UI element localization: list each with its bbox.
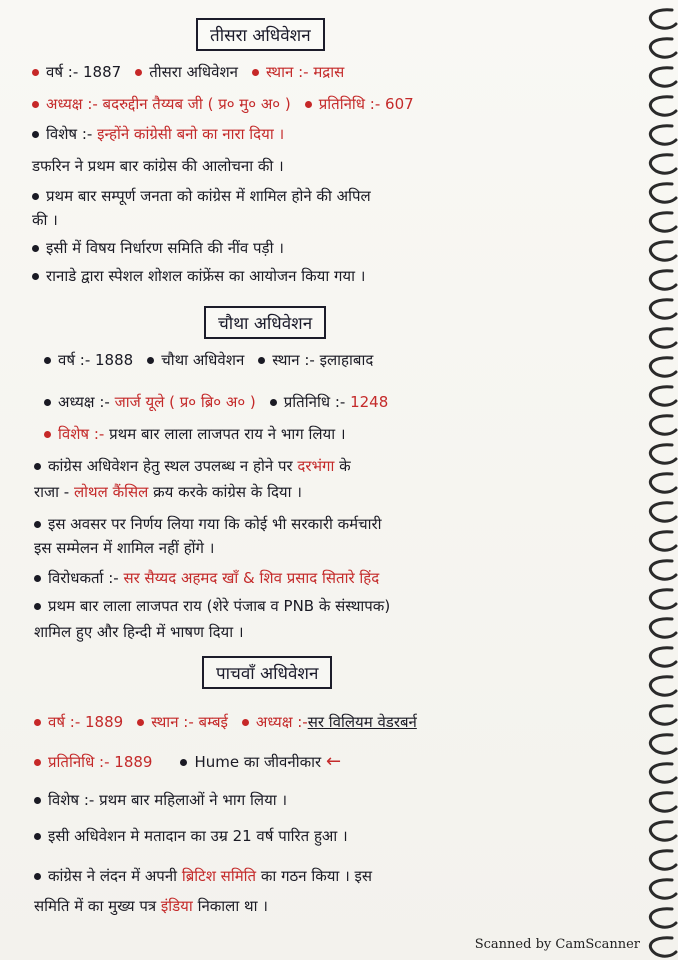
section4-line6	[34, 568, 379, 588]
spiral-ring	[650, 358, 676, 376]
bullet	[34, 463, 41, 470]
note-text: इसी अधिवेशन मे मतादान का उम्र 21 वर्ष पारित हुआ ।	[48, 827, 348, 845]
section5-line2	[34, 752, 341, 772]
section5-line5a	[34, 866, 372, 886]
section4-line5b	[34, 538, 214, 558]
section4-line4a	[34, 456, 351, 476]
note-text: डफरिन ने प्रथम बार कांग्रेस की आलोचना की ।	[32, 157, 284, 175]
bullet	[44, 431, 51, 438]
section3-line1	[32, 62, 344, 82]
session-text: चौथा अधिवेशन	[161, 351, 245, 369]
special-text: इन्होंने कांग्रेसी बनो का नारा दिया ।	[97, 125, 285, 143]
section3-line5a	[32, 186, 371, 206]
spiral-ring	[650, 68, 676, 86]
section3-line2	[32, 94, 414, 114]
bullet	[135, 69, 142, 76]
paper-name: इंडिया	[160, 897, 193, 915]
note-text: इसी में विषय निर्धारण समिति की नींव पड़ी ।	[46, 239, 284, 257]
note-text: की ।	[32, 211, 58, 229]
spiral-ring	[650, 416, 676, 434]
bullet	[258, 357, 265, 364]
spiral-ring	[650, 271, 676, 289]
note-text: प्रथम बार लाला लाजपत राय (शेरे पंजाब व PNB के संस्थापक)	[48, 597, 391, 615]
special-label: विशेष :-	[46, 125, 93, 143]
delegates-count: 1248	[350, 393, 389, 411]
biographer-note: Hume का जीवनीकार	[194, 753, 322, 771]
spiral-ring	[650, 155, 676, 173]
bullet	[32, 101, 39, 108]
scanner-watermark: Scanned by CamScanner	[474, 937, 640, 952]
note-text: रानाडे द्वारा स्पेशल शोशल कांफ्रेंस का आयोजन किया गया ।	[46, 267, 366, 285]
bullet	[305, 101, 312, 108]
bullet	[44, 399, 51, 406]
spiral-ring	[650, 474, 676, 492]
delegates-label: प्रतिनिधि :-	[283, 393, 346, 411]
spiral-ring	[650, 851, 676, 869]
bullet	[32, 245, 39, 252]
note-text: प्रथम बार सम्पूर्ण जनता को कांग्रेस में शामिल होने की अपिल	[46, 187, 371, 205]
section3-heading: तीसरा अधिवेशन	[196, 18, 325, 51]
note-text: राजा -	[34, 483, 70, 501]
spiral-ring	[650, 503, 676, 521]
note-text: इस सम्मेलन में शामिल नहीं होंगे ।	[34, 539, 215, 557]
opponents-text: सर सैय्यद अहमद खाँ & शिव प्रसाद सितारे हिंद	[123, 569, 380, 587]
note-text: क्रय करके कांग्रेस के दिया ।	[153, 483, 302, 501]
section4-line1	[44, 350, 373, 370]
delegates-text: प्रतिनिधि :- 607	[318, 95, 414, 113]
president-text: अध्यक्ष :- बदरुद्दीन तैय्यब जी ( प्र० मु० अ० )	[46, 95, 291, 113]
delegates-text: प्रतिनिधि :- 1889	[48, 753, 153, 771]
note-text: कांग्रेस अधिवेशन हेतु स्थल उपलब्ध न होने पर	[48, 457, 293, 475]
spiral-ring	[650, 764, 676, 782]
bullet	[34, 833, 41, 840]
bullet	[32, 273, 39, 280]
section4-line2	[44, 392, 388, 412]
section3-line3	[32, 124, 284, 144]
section5-heading: पाचवाँ अधिवेशन	[202, 656, 332, 689]
spiral-ring	[650, 184, 676, 202]
bullet	[34, 521, 41, 528]
opponents-label: विरोधकर्ता :-	[48, 569, 119, 587]
bullet	[34, 603, 41, 610]
bullet	[32, 69, 39, 76]
section4-line4b	[34, 482, 302, 502]
section4-line3	[44, 424, 346, 444]
section4-heading: चौथा अधिवेशन	[204, 306, 326, 339]
spiral-binding	[626, 0, 678, 960]
bullet	[180, 759, 187, 766]
bullet	[34, 797, 41, 804]
committee-name: ब्रिटिश समिति	[181, 867, 257, 885]
bullet	[137, 719, 144, 726]
special-label: विशेष :-	[58, 425, 105, 443]
spiral-ring	[650, 242, 676, 260]
president-label: अध्यक्ष :-	[255, 713, 308, 731]
venue-text: स्थान :- मद्रास	[266, 63, 345, 81]
bullet	[242, 719, 249, 726]
building-name: लोथल कैंसिल	[74, 483, 149, 501]
section4-line7a	[34, 596, 390, 616]
bullet	[44, 357, 51, 364]
section4-line5a	[34, 514, 382, 534]
spiral-ring	[650, 735, 676, 753]
section3-line7	[32, 266, 365, 286]
session-text: तीसरा अधिवेशन	[149, 63, 238, 81]
venue-text: स्थान :- इलाहाबाद	[272, 351, 374, 369]
arrow-left-icon: ←	[325, 751, 342, 772]
venue-text: स्थान :- बम्बई	[151, 713, 228, 731]
spiral-ring	[650, 909, 676, 927]
spiral-ring	[650, 793, 676, 811]
bullet	[34, 759, 41, 766]
note-text: कांग्रेस ने लंदन में अपनी	[48, 867, 178, 885]
spiral-ring	[650, 213, 676, 231]
spiral-ring	[650, 445, 676, 463]
note-text: के	[339, 457, 351, 475]
spiral-ring	[650, 619, 676, 637]
spiral-ring	[650, 97, 676, 115]
section5-line1	[34, 712, 417, 732]
section3-line6	[32, 238, 284, 258]
spiral-ring	[650, 387, 676, 405]
note-text: समिति में का मुख्य पत्र	[34, 897, 157, 915]
bullet	[32, 193, 39, 200]
spiral-ring	[650, 561, 676, 579]
section3-line4	[32, 156, 284, 176]
note-text: इस अवसर पर निर्णय लिया गया कि कोई भी सरकारी कर्मचारी	[48, 515, 382, 533]
year-text: वर्ष :- 1888	[58, 351, 134, 369]
spiral-ring	[650, 938, 676, 956]
bullet	[34, 575, 41, 582]
spiral-ring	[650, 126, 676, 144]
spiral-ring	[650, 677, 676, 695]
bullet	[147, 357, 154, 364]
spiral-ring	[650, 590, 676, 608]
president-name: सर विलियम वेडरबर्न	[307, 713, 417, 731]
note-text: शामिल हुए और हिन्दी में भाषण दिया ।	[34, 623, 244, 641]
section5-line3	[34, 790, 287, 810]
spiral-ring	[650, 300, 676, 318]
bullet	[34, 719, 41, 726]
place-name: दरभंगा	[297, 457, 335, 475]
special-text: प्रथम बार लाला लाजपत राय ने भाग लिया ।	[109, 425, 346, 443]
spiral-ring	[650, 706, 676, 724]
spiral-ring	[650, 880, 676, 898]
president-label: अध्यक्ष :-	[58, 393, 110, 411]
bullet	[32, 131, 39, 138]
year-text: वर्ष :- 1889	[48, 713, 124, 731]
spiral-ring	[650, 329, 676, 347]
note-text: का गठन किया । इस	[260, 867, 373, 885]
section3-line5b	[32, 210, 58, 230]
bullet	[34, 873, 41, 880]
bullet	[252, 69, 259, 76]
note-text: निकाला था ।	[197, 897, 268, 915]
spiral-ring	[650, 10, 676, 28]
bullet	[270, 399, 277, 406]
spiral-ring	[650, 822, 676, 840]
section5-line5b	[34, 896, 268, 916]
spiral-ring	[650, 39, 676, 57]
spiral-ring	[650, 648, 676, 666]
president-name: जार्ज यूले ( प्र० ब्रि० अ० )	[114, 393, 256, 411]
year-text: वर्ष :- 1887	[46, 63, 122, 81]
section4-line7b	[34, 622, 244, 642]
special-text: विशेष :- प्रथम बार महिलाओं ने भाग लिया ।	[48, 791, 288, 809]
spiral-ring	[650, 532, 676, 550]
section5-line4	[34, 826, 348, 846]
